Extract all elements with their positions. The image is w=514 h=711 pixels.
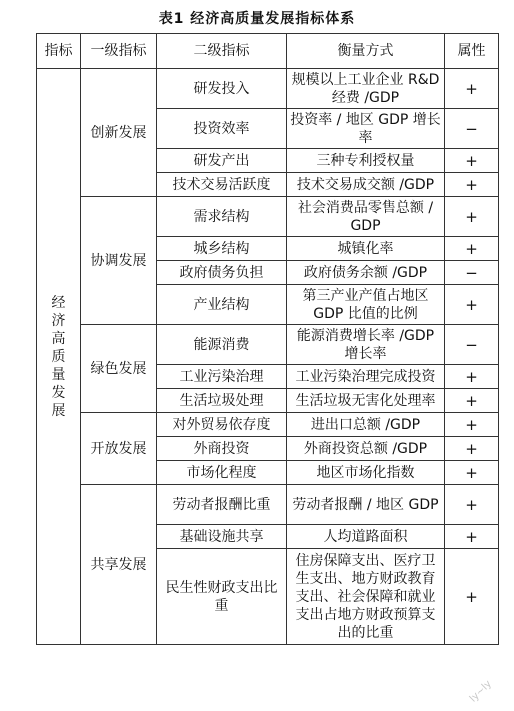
level2-cell: 产业结构	[157, 285, 287, 325]
attribute-cell: +	[445, 437, 499, 461]
level2-cell: 研发产出	[157, 149, 287, 173]
measure-cell: 能源消费增长率 /GDP 增长率	[287, 325, 445, 365]
measure-cell: 三种专利授权量	[287, 149, 445, 173]
header-indicator: 指标	[37, 34, 81, 69]
measure-cell: 社会消费品零售总额 / GDP	[287, 197, 445, 237]
level2-cell: 基础设施共享	[157, 525, 287, 549]
attribute-cell: +	[445, 549, 499, 645]
level2-cell: 投资效率	[157, 109, 287, 149]
attribute-cell: −	[445, 325, 499, 365]
level2-cell: 外商投资	[157, 437, 287, 461]
level2-cell: 劳动者报酬比重	[157, 485, 287, 525]
level1-cell: 创新发展	[81, 69, 157, 197]
measure-cell: 地区市场化指数	[287, 461, 445, 485]
level2-cell: 工业污染治理	[157, 365, 287, 389]
level2-cell: 城乡结构	[157, 237, 287, 261]
header-attribute: 属性	[445, 34, 499, 69]
watermark: ly~ly	[468, 678, 495, 705]
attribute-cell: −	[445, 261, 499, 285]
attribute-cell: +	[445, 525, 499, 549]
table-row	[37, 325, 499, 365]
attribute-cell: +	[445, 365, 499, 389]
level2-cell: 市场化程度	[157, 461, 287, 485]
level1-cell: 共享发展	[81, 485, 157, 645]
header-row	[37, 34, 499, 69]
measure-cell: 工业污染治理完成投资	[287, 365, 445, 389]
attribute-cell: −	[445, 109, 499, 149]
attribute-cell: +	[445, 485, 499, 525]
measure-cell: 劳动者报酬 / 地区 GDP	[287, 485, 445, 525]
indicator-cell: 经济高质量发展	[37, 69, 81, 645]
level2-cell: 能源消费	[157, 325, 287, 365]
level2-cell: 技术交易活跃度	[157, 173, 287, 197]
attribute-cell: +	[445, 461, 499, 485]
attribute-cell: +	[445, 149, 499, 173]
level1-cell: 绿色发展	[81, 325, 157, 413]
measure-cell: 人均道路面积	[287, 525, 445, 549]
header-level2: 二级指标	[157, 34, 287, 69]
measure-cell: 第三产业产值占地区 GDP 比值的比例	[287, 285, 445, 325]
attribute-cell: +	[445, 285, 499, 325]
level2-cell: 生活垃圾处理	[157, 389, 287, 413]
measure-cell: 外商投资总额 /GDP	[287, 437, 445, 461]
attribute-cell: +	[445, 389, 499, 413]
table-row	[37, 413, 499, 437]
measure-cell: 城镇化率	[287, 237, 445, 261]
table-title: 表1 经济高质量发展指标体系	[158, 11, 356, 27]
measure-cell: 生活垃圾无害化处理率	[287, 389, 445, 413]
level2-cell: 需求结构	[157, 197, 287, 237]
level2-cell: 民生性财政支出比重	[157, 549, 287, 645]
level2-cell: 政府债务负担	[157, 261, 287, 285]
header-level1: 一级指标	[81, 34, 157, 69]
measure-cell: 政府债务余额 /GDP	[287, 261, 445, 285]
header-measure: 衡量方式	[287, 34, 445, 69]
table-row	[37, 197, 499, 237]
attribute-cell: +	[445, 413, 499, 437]
measure-cell: 规模以上工业企业 R&D 经费 /GDP	[287, 69, 445, 109]
measure-cell: 住房保障支出、医疗卫生支出、地方财政教育支出、社会保障和就业支出占地方财政预算支出的比重	[287, 549, 445, 645]
measure-cell: 进出口总额 /GDP	[287, 413, 445, 437]
indicator-table	[36, 33, 499, 645]
attribute-cell: +	[445, 173, 499, 197]
attribute-cell: +	[445, 197, 499, 237]
level2-cell: 对外贸易依存度	[157, 413, 287, 437]
measure-cell: 投资率 / 地区 GDP 增长率	[287, 109, 445, 149]
level1-cell: 开放发展	[81, 413, 157, 485]
level2-cell: 研发投入	[157, 69, 287, 109]
attribute-cell: +	[445, 69, 499, 109]
table-row	[37, 69, 499, 109]
measure-cell: 技术交易成交额 /GDP	[287, 173, 445, 197]
table-row	[37, 485, 499, 525]
attribute-cell: +	[445, 237, 499, 261]
level1-cell: 协调发展	[81, 197, 157, 325]
